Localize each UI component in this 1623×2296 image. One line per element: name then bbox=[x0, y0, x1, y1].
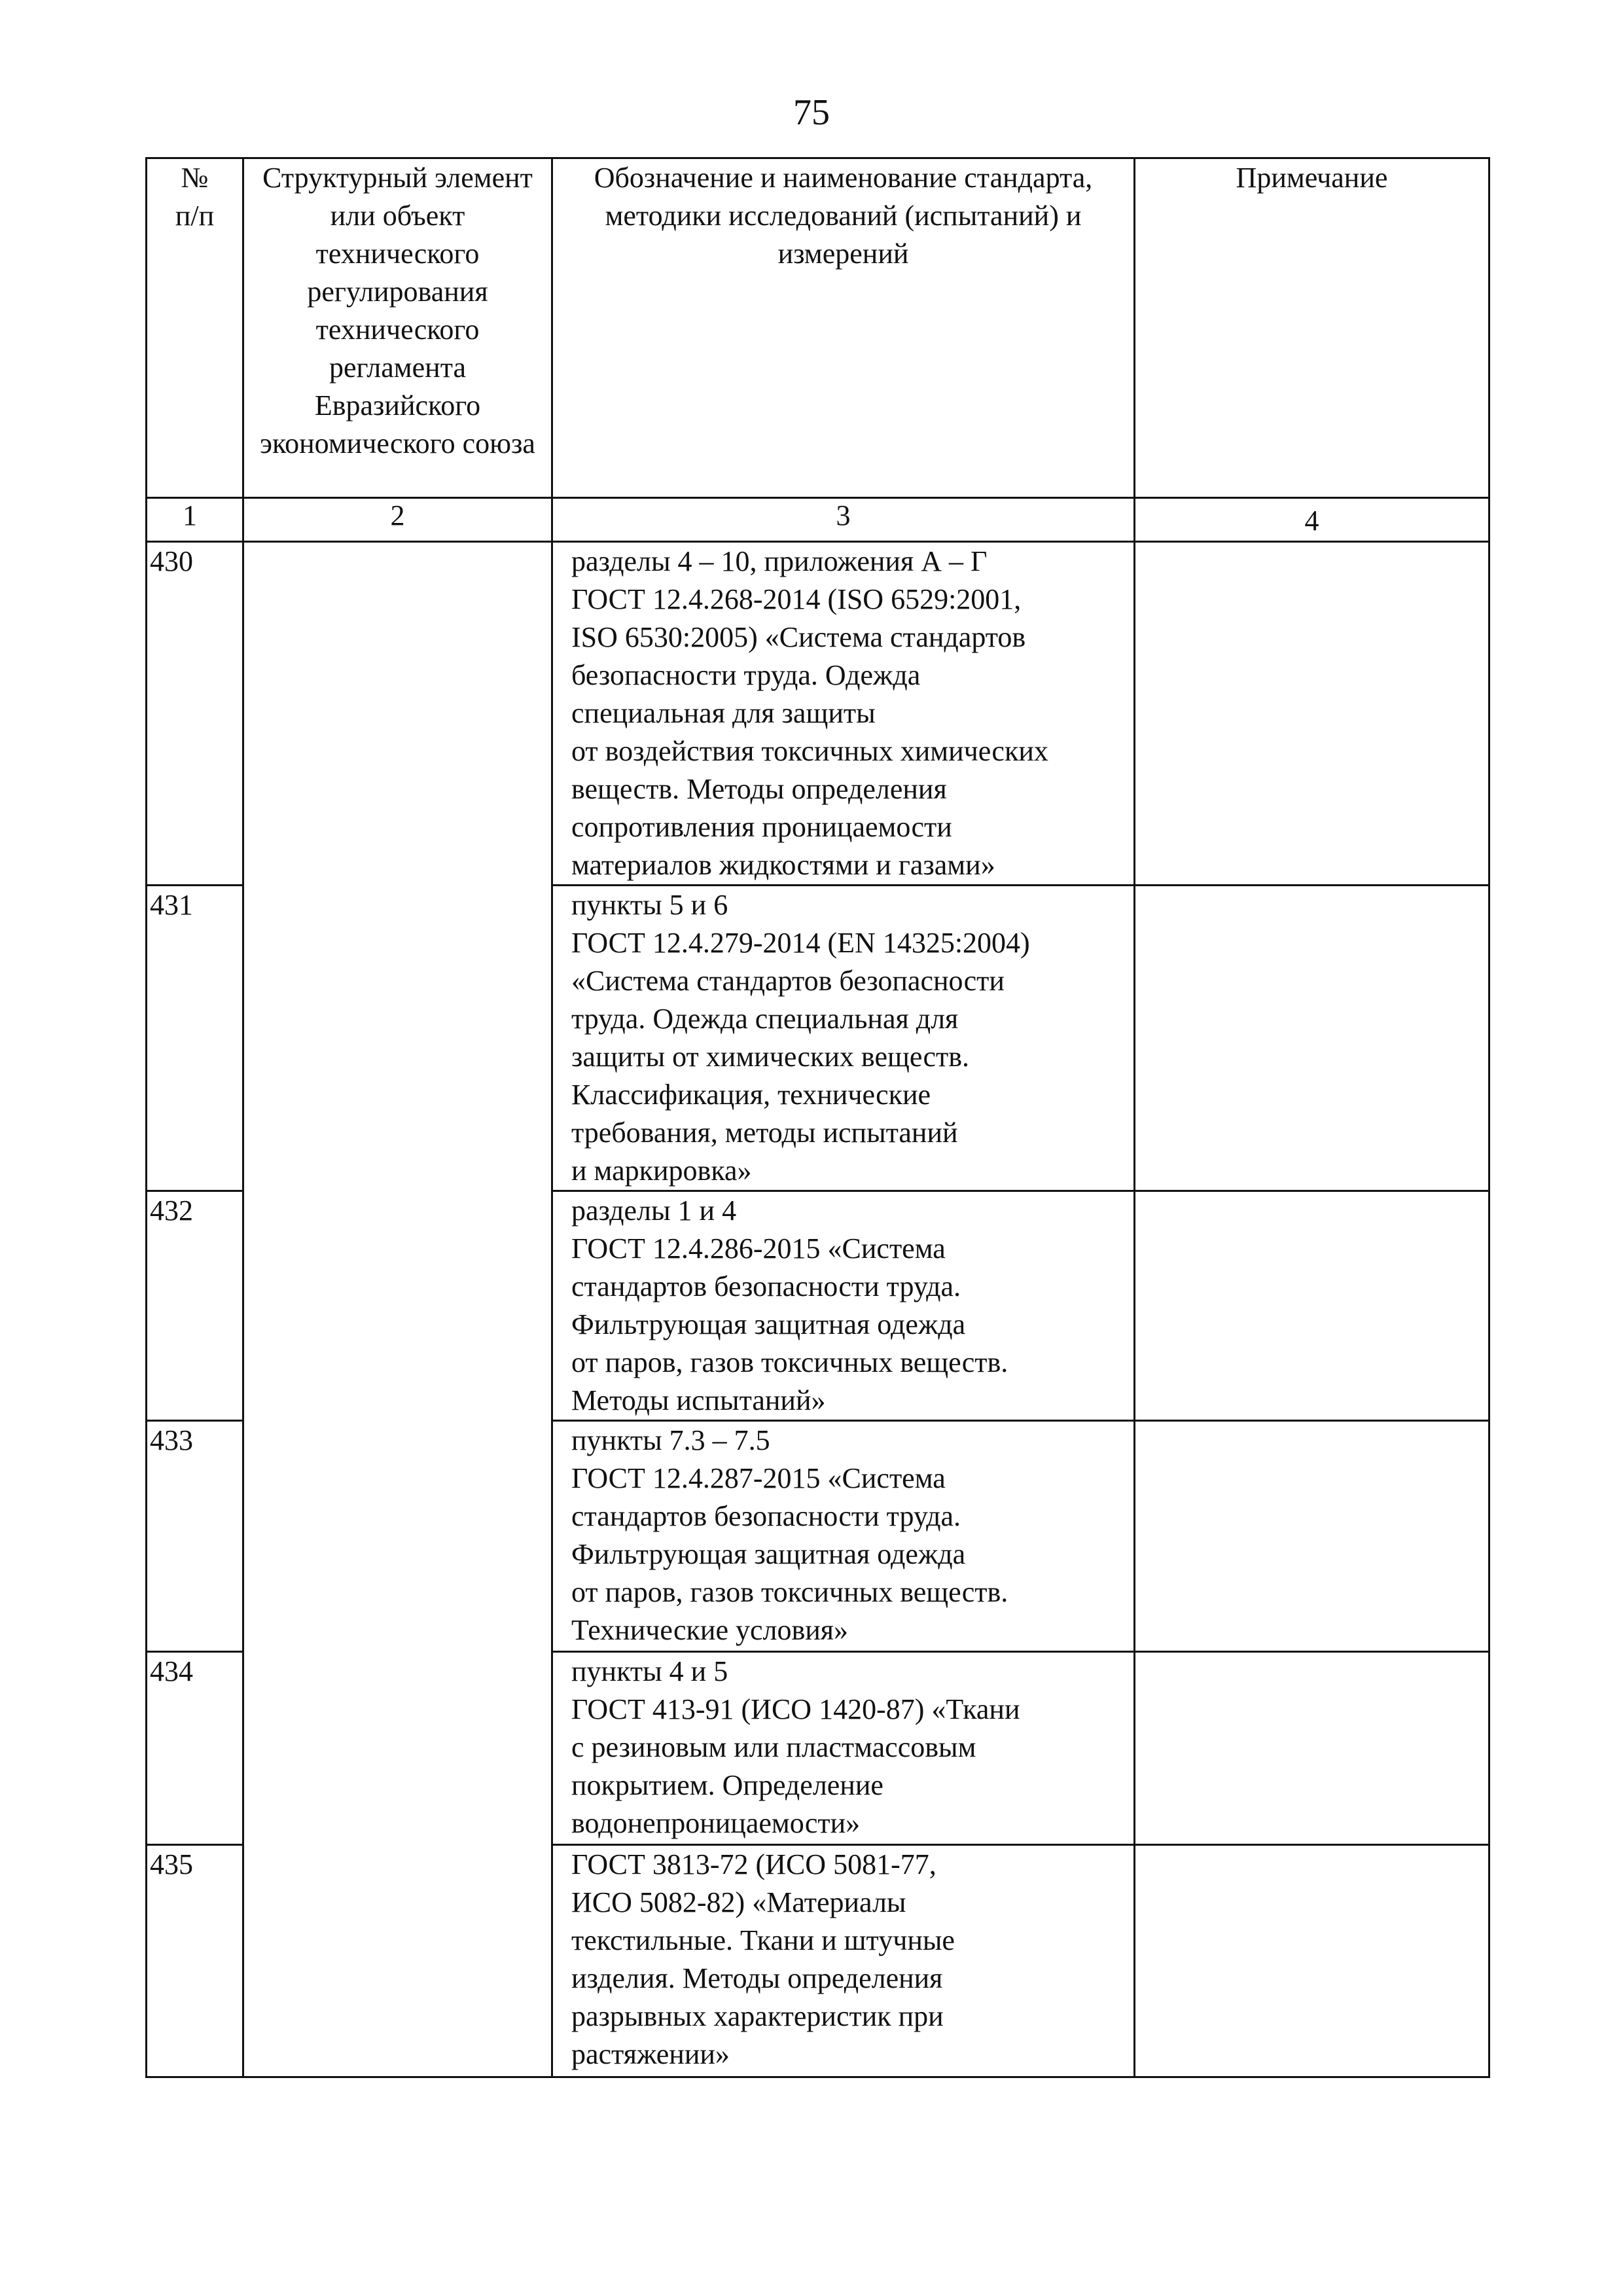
note-cell bbox=[1135, 1191, 1489, 1421]
header-note: Примечание bbox=[1135, 158, 1489, 498]
header-standard: Обозначение и наименование стандарта, методики исследований (испытаний) и измерений bbox=[552, 158, 1135, 498]
note-cell bbox=[1135, 1845, 1489, 2077]
standards-table bbox=[145, 157, 1490, 2078]
header-structural-element: Структурный элемент или объект технического регулирования технического регламента Евразийского экономического союза bbox=[243, 158, 552, 498]
page-number: 75 bbox=[793, 92, 830, 133]
table-row bbox=[147, 542, 1489, 886]
note-cell bbox=[1135, 1652, 1489, 1845]
row-number: 433 bbox=[147, 1421, 243, 1652]
row-number: 434 bbox=[147, 1652, 243, 1845]
row-number: 432 bbox=[147, 1191, 243, 1421]
row-number: 431 bbox=[147, 886, 243, 1191]
column-number-3: 3 bbox=[552, 498, 1135, 542]
column-number-row bbox=[147, 498, 1489, 542]
standard-cell: пункты 5 и 6 ГОСТ 12.4.279-2014 (EN 14325:2004) «Система стандартов безопасности труда. Одежда специальная для защиты от химических веществ. Классификация, технические требования, методы испытаний и маркировка» bbox=[552, 886, 1135, 1191]
header-number: № п/п bbox=[147, 158, 243, 498]
column-number-2: 2 bbox=[243, 498, 552, 542]
column-number-1: 1 bbox=[147, 498, 243, 542]
standard-cell: разделы 1 и 4 ГОСТ 12.4.286-2015 «Система стандартов безопасности труда. Фильтрующая защитная одежда от паров, газов токсичных веществ. Методы испытаний» bbox=[552, 1191, 1135, 1421]
note-cell bbox=[1135, 886, 1489, 1191]
standard-cell: пункты 4 и 5 ГОСТ 413-91 (ИСО 1420-87) «Ткани с резиновым или пластмассовым покрытием. Определение водонепроницаемости» bbox=[552, 1652, 1135, 1845]
standard-cell: ГОСТ 3813-72 (ИСО 5081-77, ИСО 5082-82) «Материалы текстильные. Ткани и штучные изделия. Методы определения разрывных характеристик при растяжении» bbox=[552, 1845, 1135, 2077]
standard-cell: разделы 4 – 10, приложения А – Г ГОСТ 12.4.268-2014 (ISO 6529:2001, ISO 6530:2005) «Система стандартов безопасности труда. Одежда специальная для защиты от воздействия токсичных химических веществ. Методы определения сопротивления проницаемости материалов жидкостями и газами» bbox=[552, 542, 1135, 886]
header-row bbox=[147, 158, 1489, 498]
column-number-4: 4 bbox=[1135, 498, 1489, 542]
note-cell bbox=[1135, 542, 1489, 886]
row-number: 430 bbox=[147, 542, 243, 886]
note-cell bbox=[1135, 1421, 1489, 1652]
row-number: 435 bbox=[147, 1845, 243, 2077]
structural-element-cell bbox=[243, 542, 552, 2077]
standard-cell: пункты 7.3 – 7.5 ГОСТ 12.4.287-2015 «Система стандартов безопасности труда. Фильтрующая защитная одежда от паров, газов токсичных веществ. Технические условия» bbox=[552, 1421, 1135, 1652]
